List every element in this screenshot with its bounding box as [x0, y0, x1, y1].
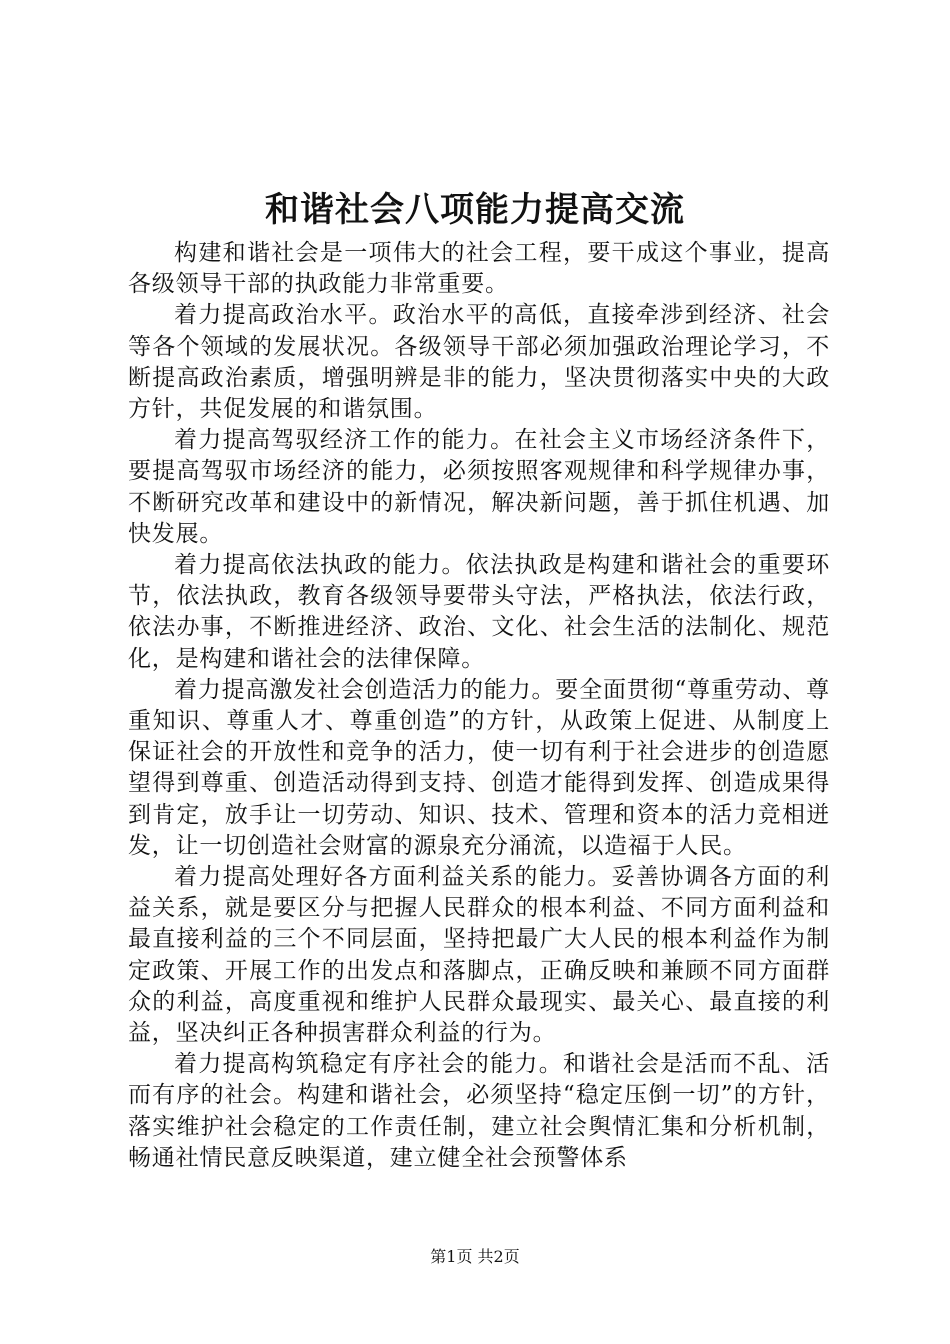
document-title: 和谐社会八项能力提高交流 [265, 190, 685, 230]
page-number-footer: 第1页 共2页 [430, 1247, 520, 1266]
document-body [128, 238, 830, 1174]
paragraph-creativity: 着力提高激发社会创造活力的能力。要全面贯彻“尊重劳动、尊重知识、尊重人才、尊重创造”的方针，从政策上促进、从制度上保证社会的开放性和竞争的活力，使一切有利于社会进步的创造愿望得到尊重、创造活动得到支持、创造才能得到发挥、创造成果得到肯定，放手让一切劳动、知识、技术、管理和资本的活力竞相迸发，让一切创造社会财富的源泉充分涌流，以造福于人民。 [128, 676, 830, 859]
paragraph-interests: 着力提高处理好各方面利益关系的能力。妥善协调各方面的利益关系，就是要区分与把握人民群众的根本利益、不同方面利益和最直接利益的三个不同层面，坚持把最广大人民的根本利益作为制定政策、开展工作的出发点和落脚点，正确反映和兼顾不同方面群众的利益，高度重视和维护人民群众最现实、最关心、最直接的利益，坚决纠正各种损害群众利益的行为。 [128, 864, 830, 1047]
paragraph-intro: 构建和谐社会是一项伟大的社会工程，要干成这个事业，提高各级领导干部的执政能力非常重要。 [128, 240, 830, 298]
paragraph-political: 着力提高政治水平。政治水平的高低，直接牵涉到经济、社会等各个领域的发展状况。各级领导干部必须加强政治理论学习，不断提高政治素质，增强明辨是非的能力，坚决贯彻落实中央的大政方针，共促发展的和谐氛围。 [128, 302, 830, 423]
paragraph-economic: 着力提高驾驭经济工作的能力。在社会主义市场经济条件下，要提高驾驭市场经济的能力，必须按照客观规律和科学规律办事，不断研究改革和建设中的新情况，解决新问题，善于抓住机遇、加快发展。 [128, 427, 830, 547]
paragraph-law: 着力提高依法执政的能力。依法执政是构建和谐社会的重要环节，依法执政，教育各级领导要带头守法，严格执法，依法行政，依法办事，不断推进经济、政治、文化、社会生活的法制化、规范化，是构建和谐社会的法律保障。 [128, 552, 830, 672]
paragraph-stability: 着力提高构筑稳定有序社会的能力。和谐社会是活而不乱、活而有序的社会。构建和谐社会，必须坚持“稳定压倒一切”的方针，落实维护社会稳定的工作责任制，建立社会舆情汇集和分析机制，畅通社情民意反映渠道，建立健全社会预警体系 [128, 1051, 830, 1171]
